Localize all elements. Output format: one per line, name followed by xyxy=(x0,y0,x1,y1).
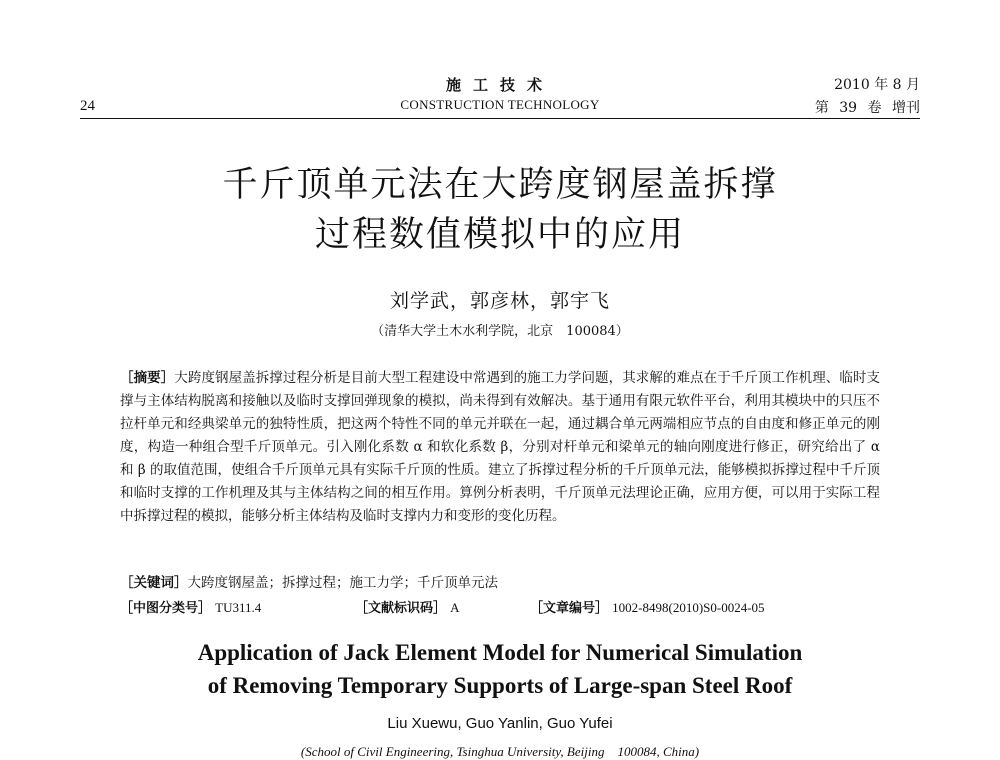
affiliation-cn: （清华大学土木水利学院，北京 100084） xyxy=(371,324,629,339)
issue-volume: 第 39 卷 增刊 xyxy=(814,100,920,116)
article-number-label: ［文章编号］ xyxy=(530,601,609,616)
issue-date: 2010 年 8 月 xyxy=(834,77,920,93)
paper-title-en-line1: Application of Jack Element Model for Numerical Simulation xyxy=(197,640,803,665)
abstract-text: 大跨度钢屋盖拆撑过程分析是目前大型工程建设中常遇到的施工力学问题，其求解的难点在于千斤顶工作机理、临时支撑与主体结构脱离和接触以及临时支撑回弹现象的模拟，尚未得到有效解决。基于通用有限元软件平台，利用其模块中的只压不拉杆单元和经典梁单元的独特性质，把这两个特性不同的单元并联在一起，通过耦合单元两端相应节点的自由度和修正单元的刚度，构造一种组合型千斤顶单元。引入刚化系数 α 和软化系数 β，分别对杆单元和梁单元的轴向刚度进行修正，研究给出了 α 和 β 的取值范围，使组合千斤顶单元具有实际千斤顶的性质。建立了拆撑过程分析的千斤顶单元法，能够模拟拆撑过程中千斤顶和临时支撑的工作机理及其与主体结构之间的相互作用。算例分析表明，千斤顶单元法理论正确，应用方便，可以用于实际工程中拆撑过程的模拟，能够分析主体结构及临时支撑内力和变形的变化历程。 xyxy=(120,370,881,524)
keywords-text: 大跨度钢屋盖；拆撑过程；施工力学；千斤顶单元法 xyxy=(187,575,498,591)
authors-cn: 刘学武，郭彦林，郭宇飞 xyxy=(389,290,610,312)
document-code-value: A xyxy=(450,600,460,615)
journal-title-en: CONSTRUCTION TECHNOLOGY xyxy=(400,97,600,112)
paper-title-cn-line2: 过程数值模拟中的应用 xyxy=(314,215,685,255)
authors-en: Liu Xuewu, Guo Yanlin, Guo Yufei xyxy=(387,715,613,732)
affiliation-en: (School of Civil Engineering, Tsinghua University, Beijing 100084, China) xyxy=(300,744,700,759)
paper-title-cn-line1: 千斤顶单元法在大跨度钢屋盖拆撑 xyxy=(222,165,778,205)
header-rule xyxy=(80,118,920,119)
paper-title-cn xyxy=(0,160,1000,260)
paper-title-en xyxy=(0,636,1000,702)
journal-title-cn: 施工技术 xyxy=(445,76,554,94)
clc-value: TU311.4 xyxy=(215,600,262,615)
article-number xyxy=(530,598,765,619)
abstract-label: ［摘要］ xyxy=(120,370,175,386)
page-number: 24 xyxy=(80,98,95,114)
document-code xyxy=(355,598,460,619)
keywords-label: ［关键词］ xyxy=(120,575,188,591)
keywords xyxy=(120,573,880,593)
article-number-value: 1002-8498(2010)S0-0024-05 xyxy=(612,600,765,615)
clc-label: ［中图分类号］ xyxy=(120,601,212,616)
clc-number xyxy=(120,598,261,619)
document-code-label: ［文献标识码］ xyxy=(355,601,447,616)
paper-title-en-line2: of Removing Temporary Supports of Large-span Steel Roof xyxy=(207,673,793,698)
abstract xyxy=(120,367,880,528)
